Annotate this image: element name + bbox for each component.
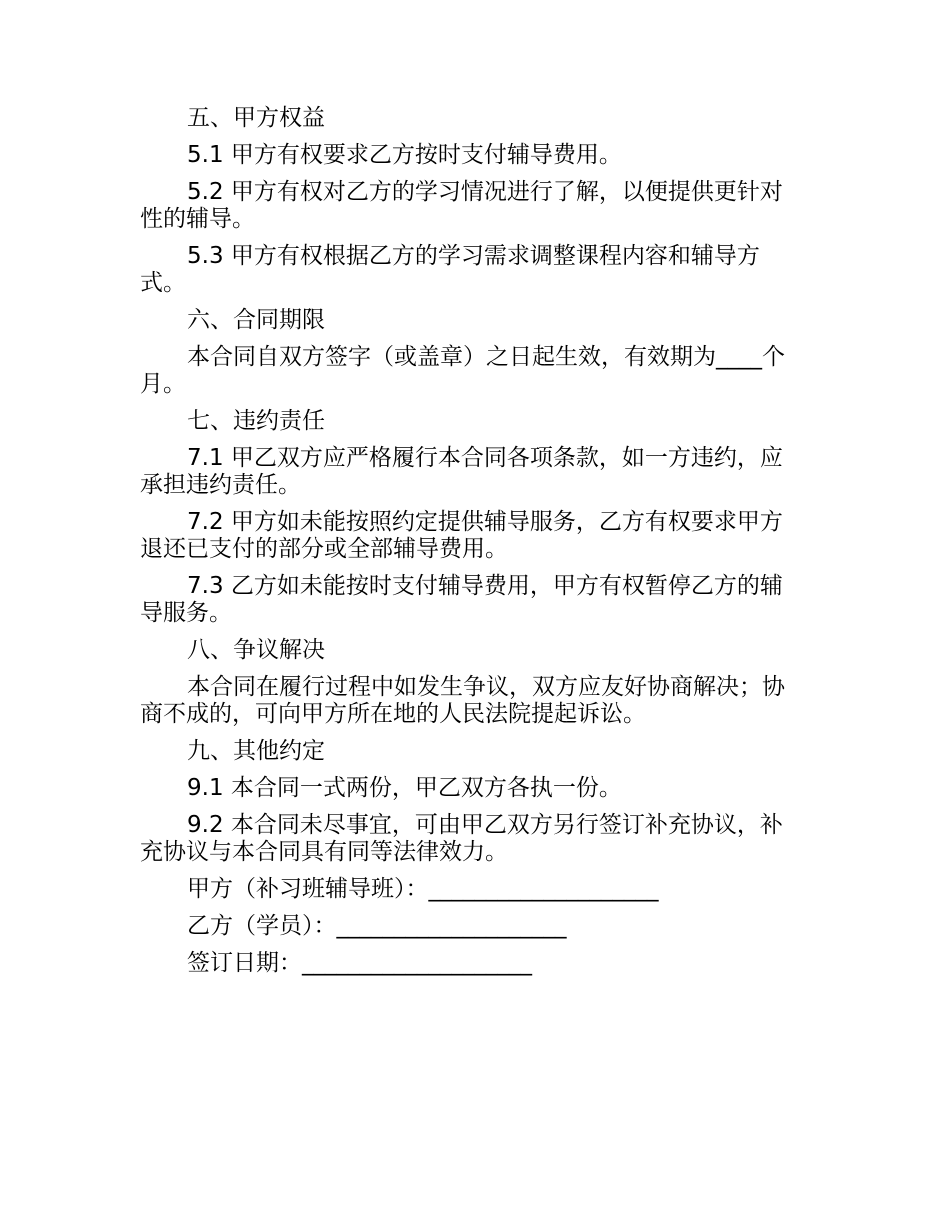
clause-5-1: 5.1 甲方有权要求乙方按时支付辅导费用。 — [187, 142, 622, 168]
signing-date-line: 签订日期：____________________ — [187, 950, 532, 976]
clause-5-3: 5.3 甲方有权根据乙方的学习需求调整课程内容和辅导方式。 — [140, 243, 760, 296]
clause-9-2: 9.2 本合同未尽事宜，可由甲乙双方另行签订补充协议，补充协议与本合同具有同等法律效力。 — [140, 812, 783, 865]
dispute-resolution-text: 本合同在履行过程中如发生争议，双方应友好协商解决；协商不成的，可向甲方所在地的人民法院提起诉讼。 — [140, 674, 785, 727]
section-9-heading: 九、其他约定 — [187, 738, 325, 764]
section-5-heading: 五、甲方权益 — [187, 105, 325, 131]
clause-7-1: 7.1 甲乙双方应严格履行本合同各项条款，如一方违约，应承担违约责任。 — [140, 445, 783, 498]
section-6-heading: 六、合同期限 — [187, 307, 325, 333]
contract-term-text: 本合同自双方签字（或盖章）之日起生效，有效期为____个月。 — [140, 344, 785, 397]
clause-7-3: 7.3 乙方如未能按时支付辅导费用，甲方有权暂停乙方的辅导服务。 — [140, 573, 783, 626]
document-body — [140, 105, 805, 987]
section-8-heading: 八、争议解决 — [187, 637, 325, 663]
clause-9-1: 9.1 本合同一式两份，甲乙双方各执一份。 — [187, 775, 622, 801]
clause-5-2: 5.2 甲方有权对乙方的学习情况进行了解，以便提供更针对性的辅导。 — [140, 179, 783, 232]
section-7-heading: 七、违约责任 — [187, 408, 325, 434]
party-a-signature-line: 甲方（补习班辅导班）：____________________ — [187, 876, 659, 902]
clause-7-2: 7.2 甲方如未能按照约定提供辅导服务，乙方有权要求甲方退还已支付的部分或全部辅导费用。 — [140, 509, 783, 562]
party-b-signature-line: 乙方（学员）：____________________ — [187, 913, 567, 939]
